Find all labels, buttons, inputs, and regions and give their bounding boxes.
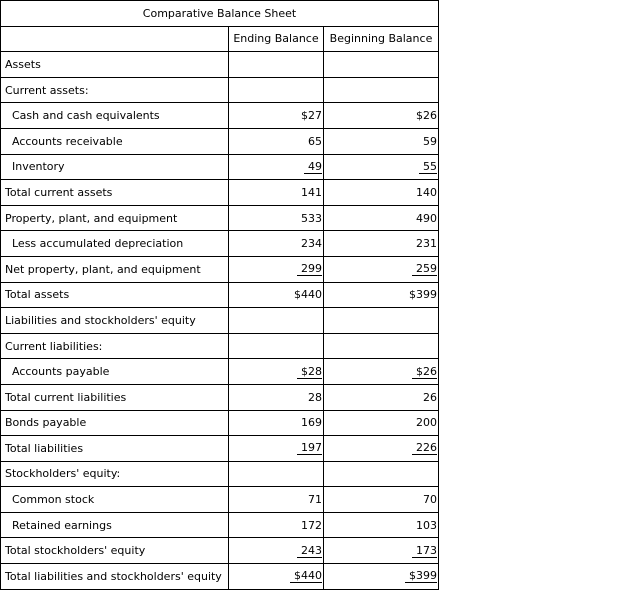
beginning-balance-cell <box>324 308 439 334</box>
ending-balance-cell <box>229 436 324 462</box>
table-row <box>1 128 439 154</box>
ending-balance-value: $27 <box>301 109 322 123</box>
table-row <box>1 538 439 564</box>
row-label: Less accumulated depreciation <box>1 231 229 257</box>
ending-balance-value: 172 <box>301 518 322 532</box>
table-row <box>1 308 439 334</box>
beginning-balance-value: 140 <box>416 185 437 199</box>
beginning-balance-value: $399 <box>409 288 437 302</box>
beginning-balance-cell <box>324 384 439 410</box>
beginning-balance-cell <box>324 180 439 206</box>
table-row <box>1 180 439 206</box>
ending-balance-cell <box>229 205 324 231</box>
ending-balance-cell <box>229 512 324 538</box>
beginning-balance-cell <box>324 538 439 564</box>
beginning-balance-cell <box>324 461 439 487</box>
row-label: Total stockholders' equity <box>1 538 229 564</box>
row-label: Stockholders' equity: <box>1 461 229 487</box>
ending-balance-cell <box>229 308 324 334</box>
ending-balance-cell <box>229 256 324 282</box>
beginning-balance-value: $26 <box>412 366 437 379</box>
beginning-balance-cell <box>324 154 439 180</box>
beginning-balance-value: $26 <box>416 109 437 123</box>
ending-balance-cell <box>229 128 324 154</box>
row-label: Total liabilities and stockholders' equity <box>1 564 229 590</box>
balance-sheet-body <box>1 1 439 590</box>
beginning-balance-value: 26 <box>423 390 437 404</box>
row-label: Net property, plant, and equipment <box>1 256 229 282</box>
beginning-balance-cell <box>324 128 439 154</box>
beginning-balance-value: 103 <box>416 518 437 532</box>
row-label: Total current assets <box>1 180 229 206</box>
row-label: Bonds payable <box>1 410 229 436</box>
ending-balance-value: $28 <box>297 366 322 379</box>
table-row <box>1 512 439 538</box>
beginning-balance-cell <box>324 103 439 129</box>
row-label: Total assets <box>1 282 229 308</box>
row-label: Inventory <box>1 154 229 180</box>
beginning-balance-cell <box>324 282 439 308</box>
table-row <box>1 205 439 231</box>
beginning-balance-value: $399 <box>405 570 437 583</box>
ending-balance-value: $440 <box>294 288 322 302</box>
table-row <box>1 103 439 129</box>
row-label: Liabilities and stockholders' equity <box>1 308 229 334</box>
beginning-balance-cell <box>324 333 439 359</box>
table-row <box>1 77 439 103</box>
beginning-balance-value: 259 <box>412 263 437 276</box>
row-label: Total current liabilities <box>1 384 229 410</box>
row-label: Property, plant, and equipment <box>1 205 229 231</box>
ending-balance-cell <box>229 487 324 513</box>
ending-balance-cell <box>229 538 324 564</box>
ending-balance-value: 197 <box>297 442 322 455</box>
table-row <box>1 333 439 359</box>
beginning-balance-cell <box>324 256 439 282</box>
beginning-balance-cell <box>324 410 439 436</box>
ending-balance-cell <box>229 384 324 410</box>
ending-balance-cell <box>229 180 324 206</box>
ending-balance-value: $440 <box>290 570 322 583</box>
beginning-balance-value: 70 <box>423 493 437 507</box>
beginning-balance-value: 490 <box>416 211 437 225</box>
beginning-balance-value: 59 <box>423 134 437 148</box>
beginning-balance-value: 55 <box>419 161 437 174</box>
table-row <box>1 359 439 385</box>
row-label: Assets <box>1 52 229 78</box>
row-label: Accounts payable <box>1 359 229 385</box>
table-row <box>1 436 439 462</box>
ending-balance-value: 169 <box>301 416 322 430</box>
beginning-balance-cell <box>324 52 439 78</box>
table-row <box>1 52 439 78</box>
beginning-balance-cell <box>324 512 439 538</box>
ending-balance-value: 71 <box>308 493 322 507</box>
ending-balance-cell <box>229 410 324 436</box>
ending-balance-cell <box>229 52 324 78</box>
row-label: Current liabilities: <box>1 333 229 359</box>
ending-balance-value: 234 <box>301 237 322 251</box>
beginning-balance-cell <box>324 77 439 103</box>
table-row <box>1 154 439 180</box>
ending-balance-cell <box>229 333 324 359</box>
row-label: Current assets: <box>1 77 229 103</box>
beginning-balance-header: Beginning Balance <box>324 26 439 52</box>
beginning-balance-cell <box>324 359 439 385</box>
ending-balance-cell <box>229 103 324 129</box>
table-row <box>1 487 439 513</box>
beginning-balance-cell <box>324 564 439 590</box>
beginning-balance-cell <box>324 436 439 462</box>
table-row <box>1 256 439 282</box>
beginning-balance-cell <box>324 205 439 231</box>
table-row <box>1 282 439 308</box>
ending-balance-header: Ending Balance <box>229 26 324 52</box>
row-label: Accounts receivable <box>1 128 229 154</box>
ending-balance-cell <box>229 282 324 308</box>
table-row <box>1 231 439 257</box>
beginning-balance-cell <box>324 487 439 513</box>
ending-balance-value: 49 <box>304 161 322 174</box>
table-row <box>1 564 439 590</box>
table-row <box>1 461 439 487</box>
ending-balance-value: 533 <box>301 211 322 225</box>
sheet-title: Comparative Balance Sheet <box>1 1 439 27</box>
row-label: Retained earnings <box>1 512 229 538</box>
beginning-balance-value: 231 <box>416 237 437 251</box>
beginning-balance-value: 173 <box>412 545 437 558</box>
ending-balance-value: 28 <box>308 390 322 404</box>
ending-balance-value: 243 <box>297 545 322 558</box>
beginning-balance-value: 226 <box>412 442 437 455</box>
beginning-balance-cell <box>324 231 439 257</box>
row-label: Total liabilities <box>1 436 229 462</box>
header-blank-cell <box>1 26 229 52</box>
ending-balance-cell <box>229 154 324 180</box>
header-row <box>1 26 439 52</box>
ending-balance-value: 141 <box>301 185 322 199</box>
ending-balance-cell <box>229 564 324 590</box>
table-row <box>1 410 439 436</box>
beginning-balance-value: 200 <box>416 416 437 430</box>
ending-balance-cell <box>229 77 324 103</box>
row-label: Common stock <box>1 487 229 513</box>
row-label: Cash and cash equivalents <box>1 103 229 129</box>
ending-balance-cell <box>229 359 324 385</box>
ending-balance-cell <box>229 461 324 487</box>
ending-balance-cell <box>229 231 324 257</box>
ending-balance-value: 299 <box>297 263 322 276</box>
title-row <box>1 1 439 27</box>
ending-balance-value: 65 <box>308 134 322 148</box>
table-row <box>1 384 439 410</box>
